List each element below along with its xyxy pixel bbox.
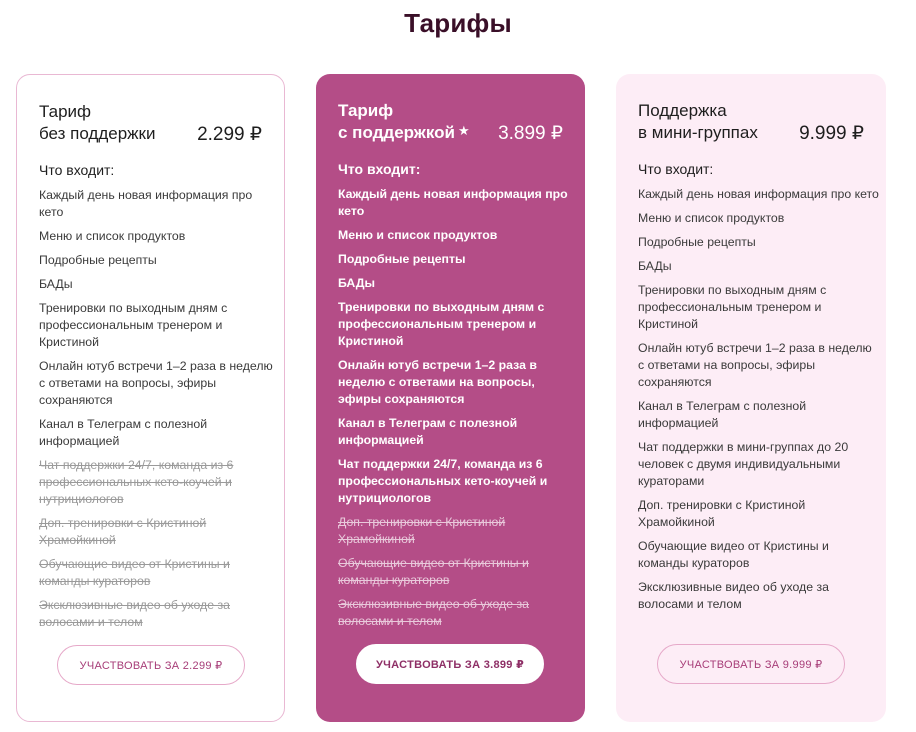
feature-item-included: Чат поддержки 24/7, команда из 6 профессиональных кето-коучей и нутрициологов bbox=[338, 457, 548, 505]
feature-item-excluded: Обучающие видео от Кристины и команды кураторов bbox=[39, 557, 230, 588]
feature-item-included: Меню и список продуктов bbox=[39, 229, 186, 243]
feature-item-included: Канал в Телеграм с полезной информацией bbox=[338, 416, 518, 447]
feature-item-included: Каждый день новая информация про кето bbox=[338, 187, 568, 218]
participate-button-basic[interactable]: УЧАСТВОВАТЬ ЗА 2.299 ₽ bbox=[57, 645, 245, 685]
plan-header bbox=[39, 101, 284, 161]
feature-item-included: БАДы bbox=[338, 276, 375, 290]
plan-price: 3.899 ₽ bbox=[498, 123, 563, 144]
participate-button-minigroup[interactable]: УЧАСТВОВАТЬ ЗА 9.999 ₽ bbox=[657, 644, 845, 684]
feature-item-included: Тренировки по выходным дням с профессиональным тренером и Кристиной bbox=[338, 300, 545, 348]
star-icon: ★ bbox=[457, 123, 470, 138]
feature-item-included: Подробные рецепты bbox=[338, 252, 466, 266]
plan-header bbox=[338, 100, 585, 160]
feature-item-excluded: Обучающие видео от Кристины и команды кураторов bbox=[338, 556, 529, 587]
feature-item-included: БАДы bbox=[638, 259, 672, 273]
feature-item-included: Тренировки по выходным дням с профессиональным тренером и Кристиной bbox=[638, 283, 827, 331]
includes-label: Что входит: bbox=[39, 162, 115, 178]
includes-label: Что входит: bbox=[638, 161, 714, 177]
plan-card-basic bbox=[16, 74, 285, 722]
plan-header bbox=[638, 100, 886, 160]
plan-price: 9.999 ₽ bbox=[799, 123, 864, 144]
feature-item-included: Онлайн ютуб встречи 1–2 раза в неделю с ответами на вопросы, эфиры сохраняются bbox=[338, 358, 537, 406]
feature-list bbox=[638, 186, 886, 613]
feature-item-included: Каждый день новая информация про кето bbox=[39, 188, 253, 219]
plan-card-support bbox=[316, 74, 585, 722]
feature-item-included: Обучающие видео от Кристины и команды кураторов bbox=[638, 539, 829, 570]
feature-item-excluded: Эксклюзивные видео об уходе за волосами и телом bbox=[338, 597, 529, 628]
feature-item-excluded: Чат поддержки 24/7, команда из 6 профессиональных кето-коучей и нутрициологов bbox=[39, 458, 234, 506]
plan-card-minigroup bbox=[616, 74, 886, 722]
feature-item-included: Чат поддержки в мини-группах до 20 человек с двумя индивидуальными кураторами bbox=[638, 440, 849, 488]
feature-list bbox=[338, 186, 585, 630]
plan-name-line1: Поддержка bbox=[638, 101, 727, 120]
feature-item-excluded: Доп. тренировки с Кристиной Храмойкиной bbox=[39, 516, 207, 547]
feature-item-included: Меню и список продуктов bbox=[338, 228, 498, 242]
feature-item-included: Подробные рецепты bbox=[39, 253, 157, 267]
plan-name-line2: с поддержкой bbox=[338, 123, 455, 142]
plan-name-line1: Тариф bbox=[39, 102, 92, 121]
feature-item-included: БАДы bbox=[39, 277, 73, 291]
page-title: Тарифы bbox=[404, 8, 512, 38]
feature-item-included: Каждый день новая информация про кето bbox=[638, 187, 879, 201]
feature-item-excluded: Доп. тренировки с Кристиной Храмойкиной bbox=[338, 515, 506, 546]
feature-item-included: Канал в Телеграм с полезной информацией bbox=[638, 399, 807, 430]
plan-price: 2.299 ₽ bbox=[197, 124, 262, 145]
participate-button-support[interactable]: УЧАСТВОВАТЬ ЗА 3.899 ₽ bbox=[356, 644, 544, 684]
feature-item-included: Онлайн ютуб встречи 1–2 раза в неделю с ответами на вопросы, эфиры сохраняются bbox=[638, 341, 872, 389]
feature-item-included: Онлайн ютуб встречи 1–2 раза в неделю с ответами на вопросы, эфиры сохраняются bbox=[39, 359, 273, 407]
feature-item-included: Доп. тренировки с Кристиной Храмойкиной bbox=[638, 498, 806, 529]
feature-list bbox=[39, 187, 284, 631]
feature-item-excluded: Эксклюзивные видео об уходе за волосами и телом bbox=[39, 598, 230, 629]
feature-item-included: Канал в Телеграм с полезной информацией bbox=[39, 417, 208, 448]
plan-name-line2: в мини-группах bbox=[638, 123, 758, 142]
feature-item-included: Подробные рецепты bbox=[638, 235, 756, 249]
includes-label: Что входит: bbox=[338, 161, 421, 177]
feature-item-included: Тренировки по выходным дням с профессиональным тренером и Кристиной bbox=[39, 301, 228, 349]
plan-name-line1: Тариф bbox=[338, 101, 394, 120]
plan-name-line2: без поддержки bbox=[39, 124, 156, 143]
feature-item-included: Меню и список продуктов bbox=[638, 211, 785, 225]
feature-item-included: Эксклюзивные видео об уходе за волосами и телом bbox=[638, 580, 829, 611]
